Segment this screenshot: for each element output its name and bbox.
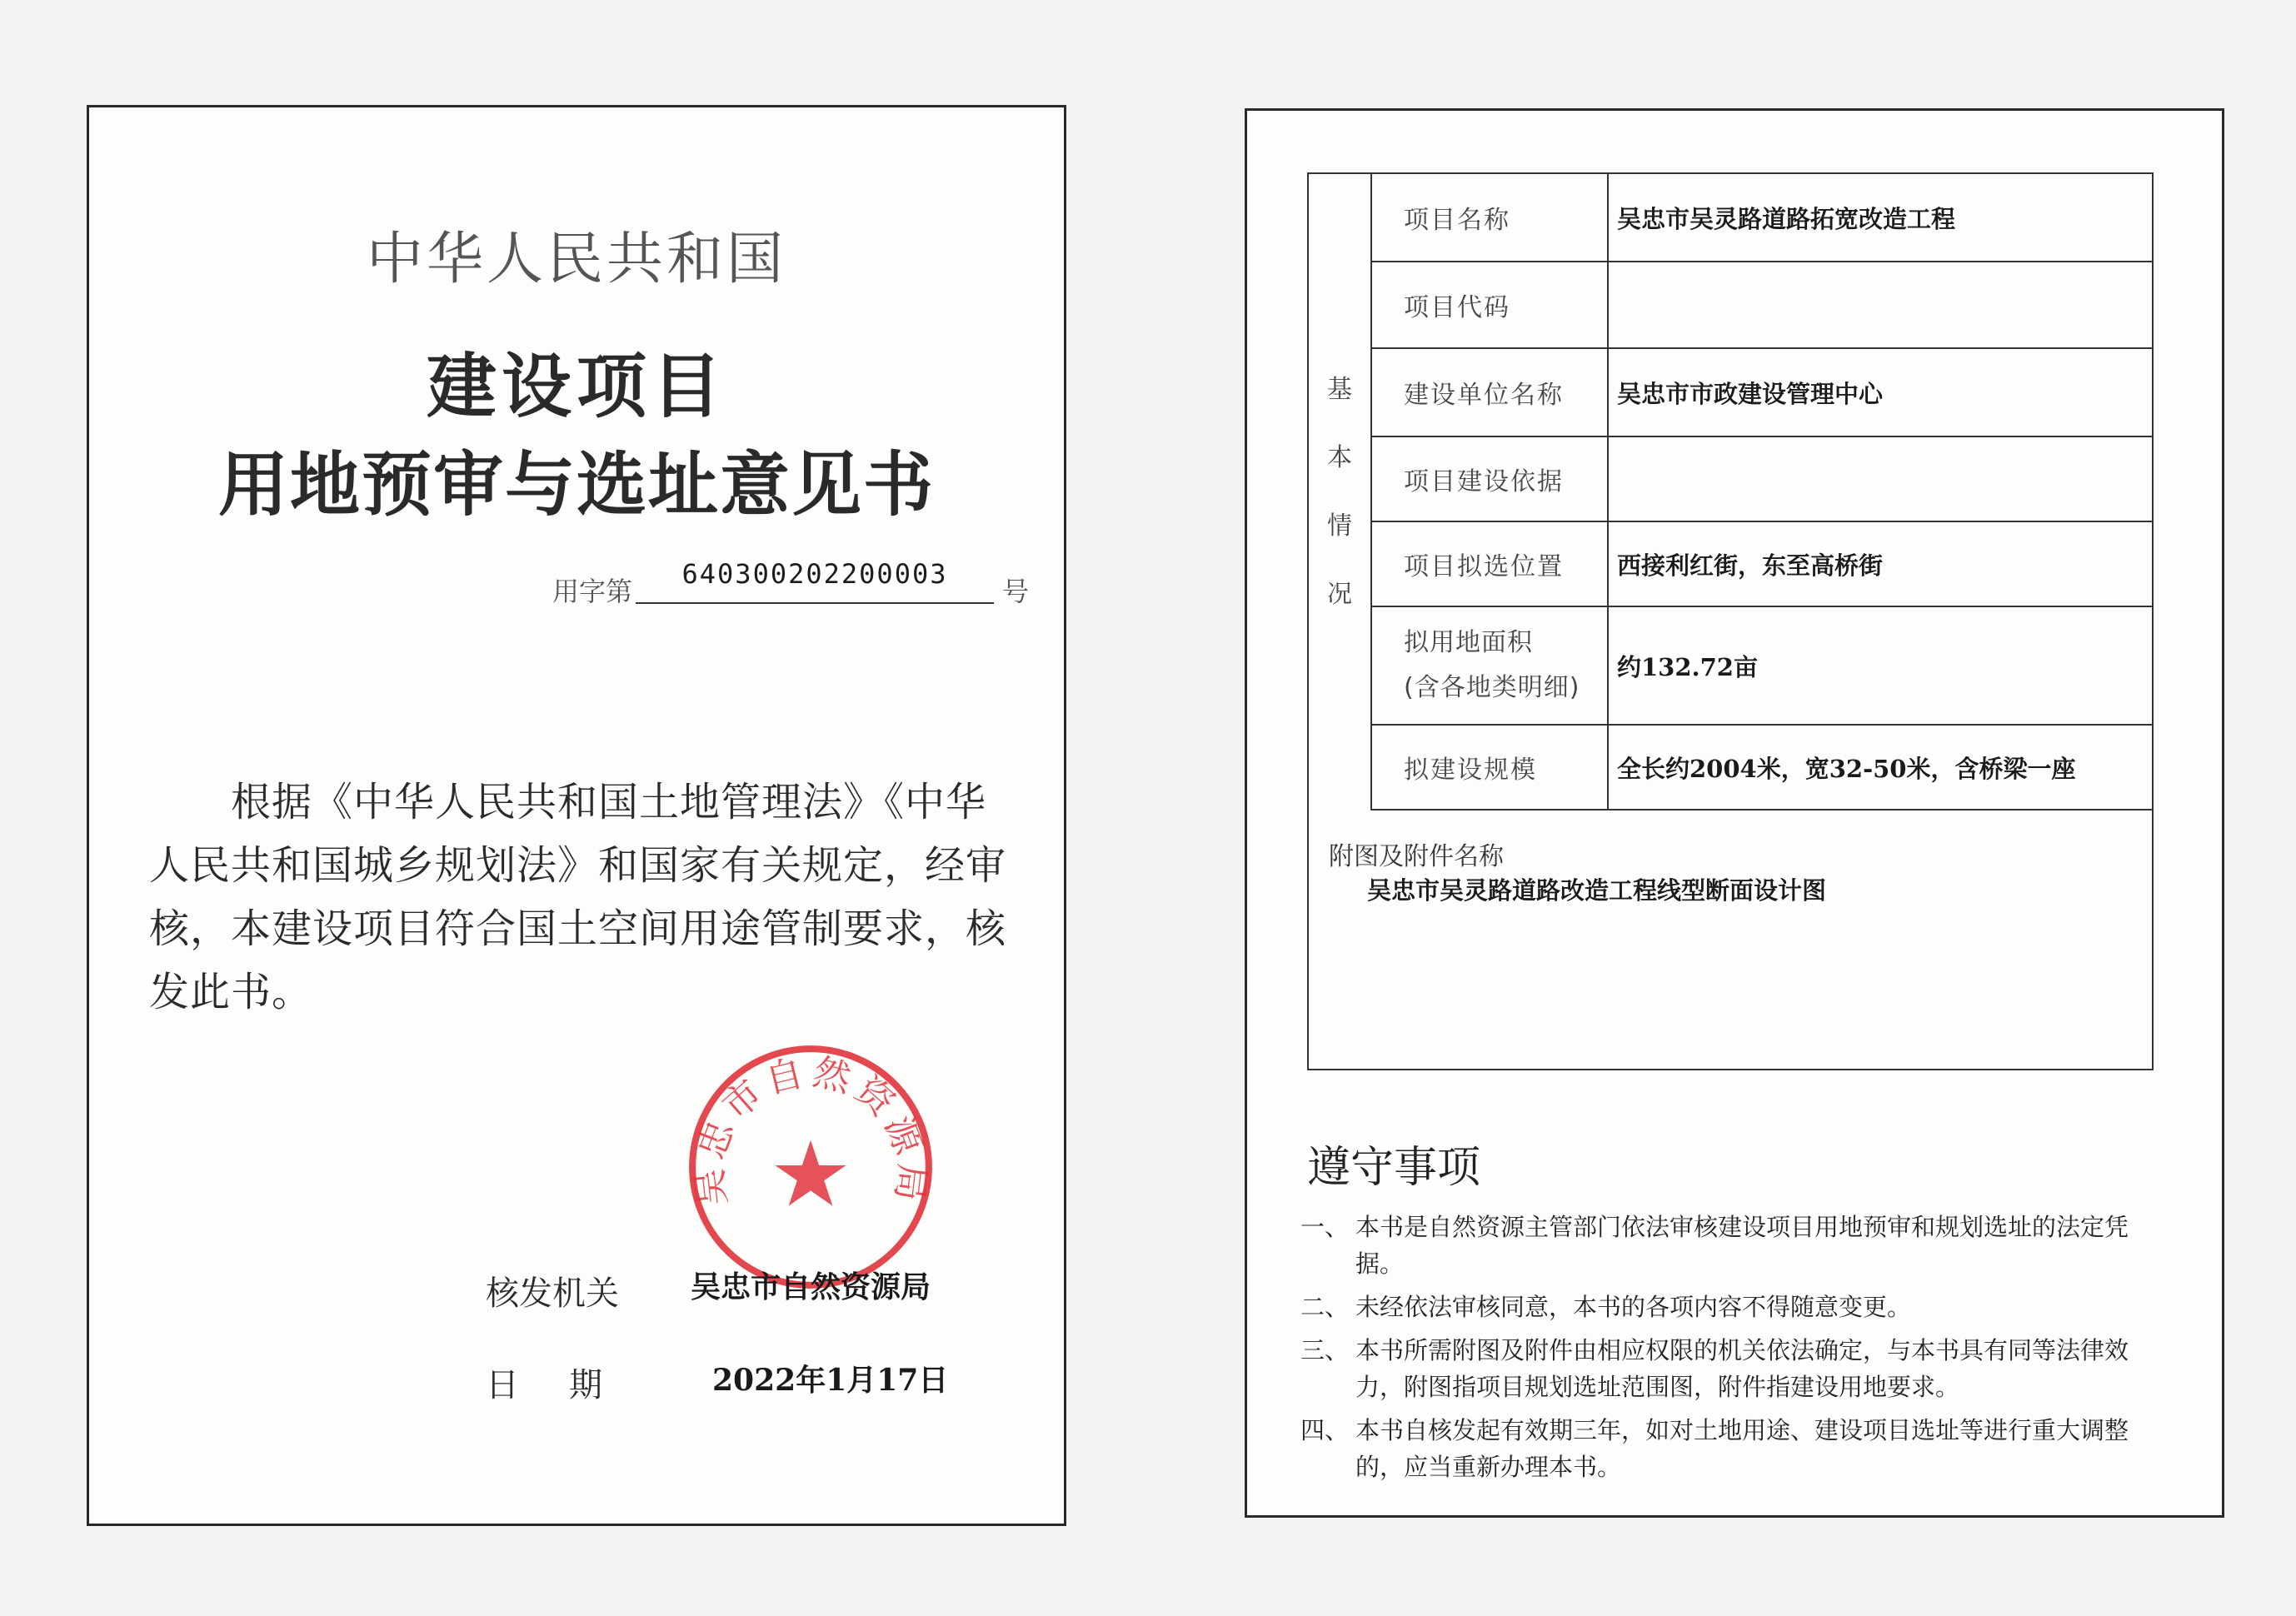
basic-info-grid bbox=[1372, 174, 2152, 810]
project-basis-label: 项目建设依据 bbox=[1372, 437, 1609, 521]
issue-date-value: 2022年1月17日 bbox=[712, 1363, 949, 1398]
project-name-label: 项目名称 bbox=[1372, 174, 1609, 261]
attachments-label: 附图及附件名称 bbox=[1329, 842, 1504, 871]
list-item bbox=[1300, 1289, 2175, 1325]
official-seal-icon bbox=[684, 1040, 937, 1294]
table-row bbox=[1372, 174, 2152, 262]
list-item bbox=[1300, 1332, 2175, 1405]
project-name-value: 吴忠市吴灵路道路拓宽改造工程 bbox=[1617, 204, 1956, 233]
side-label-char: 况 bbox=[1327, 580, 1352, 609]
document-title-line2: 用地预审与选址意见书 bbox=[217, 444, 935, 526]
construction-scale-value: 全长约2004米，宽32-50米，含桥梁一座 bbox=[1617, 754, 2076, 783]
proposed-location-value: 西接利红街，东至高桥街 bbox=[1617, 551, 1884, 580]
table-row bbox=[1372, 726, 2152, 810]
side-label-char: 基 bbox=[1327, 375, 1352, 404]
construction-scale-label: 拟建设规模 bbox=[1372, 726, 1609, 809]
rule-number: 二、 bbox=[1300, 1293, 1350, 1321]
rule-text: 本书所需附图及附件由相应权限的机关依法确定，与本书具有同等法律效力，附图指项目规划选址范围图，附件指建设用地要求。 bbox=[1355, 1336, 2129, 1401]
rule-number: 四、 bbox=[1300, 1416, 1350, 1444]
proposed-area-label-line1: 拟用地面积 bbox=[1404, 628, 1533, 657]
certificate-right-page bbox=[1245, 108, 2224, 1518]
certificate-body-text: 根据《中华人民共和国土地管理法》《中华人民共和国城乡规划法》和国家有关规定，经审核，本建设项目符合国土空间用途管制要求，核发此书。 bbox=[149, 779, 1007, 1015]
side-label-char: 本 bbox=[1327, 443, 1352, 472]
issuing-authority-value: 吴忠市自然资源局 bbox=[691, 1269, 931, 1304]
document-number-prefix: 用字第 bbox=[552, 576, 633, 607]
table-row bbox=[1372, 437, 2152, 522]
certificate-left-page bbox=[87, 105, 1066, 1526]
rule-text: 本书是自然资源主管部门依法审核建设项目用地预审和规划选址的法定凭据。 bbox=[1355, 1213, 2129, 1278]
table-row bbox=[1372, 522, 2152, 607]
builder-name-value: 吴忠市市政建设管理中心 bbox=[1617, 379, 1884, 408]
builder-name-label: 建设单位名称 bbox=[1372, 349, 1609, 436]
svg-text:吴忠市自然资源局: 吴忠市自然资源局 bbox=[686, 1050, 935, 1209]
rules-list bbox=[1300, 1209, 2175, 1492]
rules-title: 遵守事项 bbox=[1307, 1143, 1481, 1193]
rule-number: 一、 bbox=[1300, 1213, 1350, 1241]
project-basis-value bbox=[1609, 437, 2152, 521]
list-item bbox=[1300, 1412, 2175, 1485]
document-number-value: 640300202200003 bbox=[636, 557, 994, 604]
table-row bbox=[1372, 607, 2152, 726]
document-title-line1: 建设项目 bbox=[426, 346, 726, 427]
rule-number: 三、 bbox=[1300, 1336, 1350, 1364]
list-item bbox=[1300, 1209, 2175, 1282]
side-label-char: 情 bbox=[1327, 511, 1352, 541]
proposed-area-value: 约132.72亩 bbox=[1617, 652, 1758, 681]
attachments-value: 吴忠市吴灵路道路改造工程线型断面设计图 bbox=[1367, 876, 1827, 905]
basic-info-side-label bbox=[1309, 174, 1372, 810]
table-row bbox=[1372, 262, 2152, 349]
country-name: 中华人民共和国 bbox=[366, 227, 786, 292]
basic-info-table bbox=[1307, 172, 2154, 1070]
project-code-label: 项目代码 bbox=[1372, 262, 1609, 347]
rule-text: 未经依法审核同意，本书的各项内容不得随意变更。 bbox=[1355, 1293, 1912, 1321]
proposed-area-label-line2: (含各地类明细) bbox=[1404, 673, 1580, 702]
proposed-location-label: 项目拟选位置 bbox=[1372, 522, 1609, 606]
project-code-value bbox=[1609, 262, 2152, 347]
document-number-suffix: 号 bbox=[1002, 576, 1030, 607]
proposed-area-label bbox=[1372, 607, 1609, 724]
table-row bbox=[1372, 349, 2152, 437]
issue-date-label: 日期 bbox=[486, 1366, 652, 1404]
rule-text: 本书自核发起有效期三年，如对土地用途、建设项目选址等进行重大调整的，应当重新办理本书。 bbox=[1355, 1416, 2129, 1481]
issuing-authority-label: 核发机关 bbox=[486, 1274, 619, 1313]
